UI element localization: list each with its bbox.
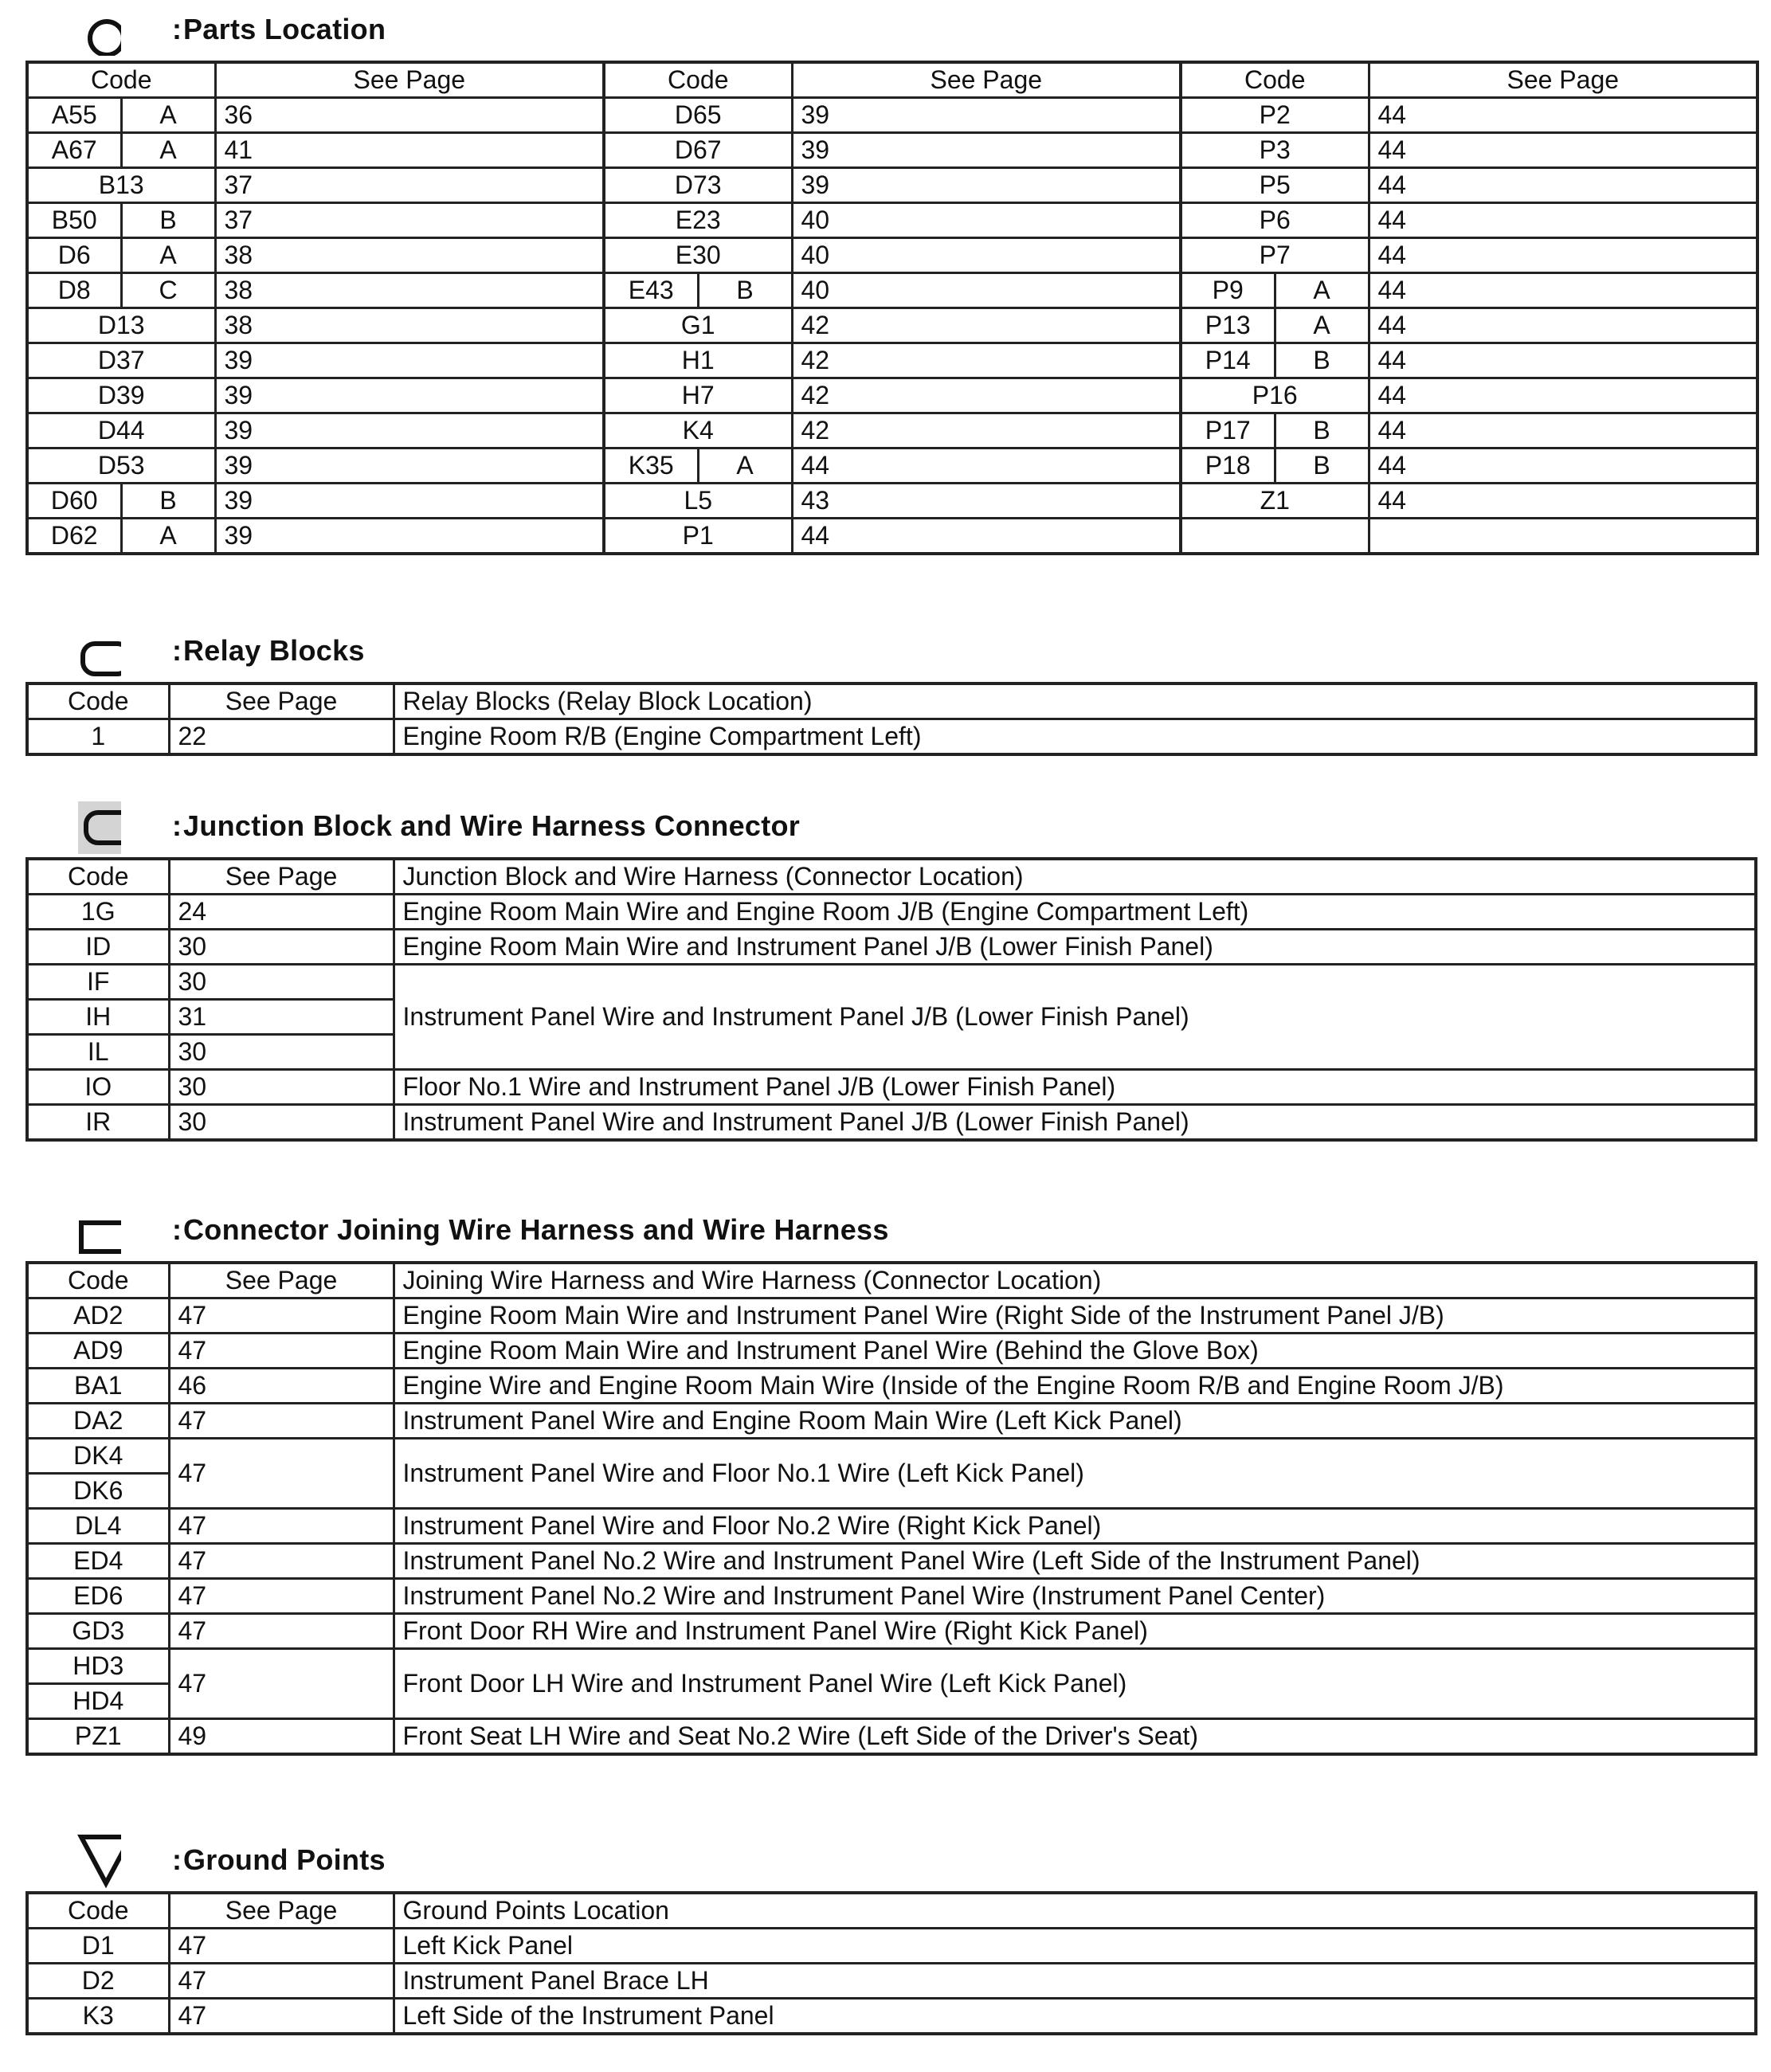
connector-joining-heading — [25, 1204, 1757, 1261]
sub-code-cell: B — [121, 484, 215, 519]
location-cell: Front Door LH Wire and Instrument Panel Wire (Left Kick Panel) — [394, 1649, 1756, 1719]
table-row — [27, 448, 1757, 484]
code-cell: DK4 — [27, 1439, 169, 1474]
see-page-cell: 47 — [169, 1298, 394, 1334]
see-page-cell: 47 — [169, 1544, 394, 1579]
code-cell: H7 — [604, 378, 792, 413]
see-page-cell: 42 — [792, 413, 1181, 448]
see-page-cell: 47 — [169, 1614, 394, 1649]
column-header-see-page: See Page — [1369, 62, 1757, 98]
column-header-see-page: See Page — [169, 859, 394, 895]
table-row — [27, 930, 1756, 965]
heading-colon: : — [172, 809, 182, 842]
code-cell: ED6 — [27, 1579, 169, 1614]
see-page-cell: 44 — [1369, 413, 1757, 448]
junction-block-heading — [25, 800, 1757, 857]
see-page-cell: 40 — [792, 238, 1181, 273]
code-cell: IO — [27, 1070, 169, 1105]
column-header-code: Code — [27, 683, 169, 719]
code-cell: D44 — [27, 413, 215, 448]
code-cell: D37 — [27, 343, 215, 378]
code-cell: H1 — [604, 343, 792, 378]
ground-points-table — [25, 1891, 1757, 2035]
code-cell: B13 — [27, 168, 215, 203]
code-cell: DK6 — [27, 1474, 169, 1509]
location-cell: Engine Room Main Wire and Instrument Panel J/B (Lower Finish Panel) — [394, 930, 1756, 965]
code-cell: IH — [27, 1000, 169, 1035]
column-header-code: Code — [1181, 62, 1369, 98]
location-cell: Engine Room Main Wire and Instrument Panel Wire (Right Side of the Instrument Panel J/B) — [394, 1298, 1756, 1334]
parts-location-section — [25, 3, 1757, 555]
code-cell: HD4 — [27, 1684, 169, 1719]
sub-code-cell: B — [121, 203, 215, 238]
table-row — [27, 378, 1757, 413]
code-cell: D62 — [27, 519, 121, 554]
column-header-see-page: See Page — [215, 62, 604, 98]
see-page-cell: 30 — [169, 1035, 394, 1070]
location-cell: Instrument Panel Wire and Engine Room Main Wire (Left Kick Panel) — [394, 1404, 1756, 1439]
code-cell: P9 — [1181, 273, 1275, 308]
see-page-cell: 31 — [169, 1000, 394, 1035]
table-row — [27, 98, 1757, 133]
column-header-location: Relay Blocks (Relay Block Location) — [394, 683, 1756, 719]
see-page-cell: 22 — [169, 719, 394, 755]
see-page-cell: 46 — [169, 1369, 394, 1404]
see-page-cell: 47 — [169, 1579, 394, 1614]
table-row — [27, 1579, 1756, 1614]
location-cell: Engine Room Main Wire and Instrument Panel Wire (Behind the Glove Box) — [394, 1334, 1756, 1369]
header-row — [27, 859, 1756, 895]
see-page-cell: 44 — [1369, 273, 1757, 308]
see-page-cell: 44 — [1369, 133, 1757, 168]
code-cell: IL — [27, 1035, 169, 1070]
table-row — [27, 1964, 1756, 1999]
code-cell: P1 — [604, 519, 792, 554]
see-page-cell: 24 — [169, 895, 394, 930]
code-cell: D6 — [27, 238, 121, 273]
table-row — [27, 168, 1757, 203]
code-cell: Z1 — [1181, 484, 1369, 519]
section-title: Connector Joining Wire Harness and Wire Harness — [183, 1213, 889, 1246]
rectangle-icon — [49, 1208, 121, 1256]
table-row — [27, 203, 1757, 238]
table-row — [27, 1298, 1756, 1334]
sub-code-cell: A — [698, 448, 792, 484]
location-cell: Instrument Panel No.2 Wire and Instrument Panel Wire (Left Side of the Instrument Panel) — [394, 1544, 1756, 1579]
table-row — [27, 1649, 1756, 1684]
header-row — [27, 62, 1757, 98]
code-cell: K35 — [604, 448, 698, 484]
code-cell: P2 — [1181, 98, 1369, 133]
see-page-cell: 39 — [792, 133, 1181, 168]
table-row — [27, 484, 1757, 519]
see-page-cell: 42 — [792, 343, 1181, 378]
see-page-cell: 42 — [792, 308, 1181, 343]
heading-colon: : — [172, 1843, 182, 1876]
table-row — [27, 719, 1756, 755]
see-page-cell: 47 — [169, 1649, 394, 1719]
see-page-cell: 41 — [215, 133, 604, 168]
column-header-see-page: See Page — [792, 62, 1181, 98]
table-row — [27, 413, 1757, 448]
code-cell: G1 — [604, 308, 792, 343]
see-page-cell: 47 — [169, 1404, 394, 1439]
location-cell: Front Seat LH Wire and Seat No.2 Wire (Left Side of the Driver's Seat) — [394, 1719, 1756, 1755]
sub-code-cell: A — [121, 238, 215, 273]
code-cell: D53 — [27, 448, 215, 484]
code-cell: E23 — [604, 203, 792, 238]
see-page-cell: 30 — [169, 1105, 394, 1141]
code-cell: A55 — [27, 98, 121, 133]
code-cell: GD3 — [27, 1614, 169, 1649]
see-page-cell: 30 — [169, 1070, 394, 1105]
see-page-cell: 40 — [792, 203, 1181, 238]
parts-location-table — [25, 61, 1759, 555]
parts-location-heading — [25, 3, 1757, 61]
heading-colon: : — [172, 13, 182, 45]
see-page-cell: 44 — [1369, 308, 1757, 343]
relay-blocks-table — [25, 682, 1757, 756]
table-row — [27, 1999, 1756, 2035]
see-page-cell: 38 — [215, 238, 604, 273]
table-row — [27, 965, 1756, 1000]
column-header-see-page: See Page — [169, 683, 394, 719]
sub-code-cell: C — [121, 273, 215, 308]
table-row — [27, 1070, 1756, 1105]
header-row — [27, 1893, 1756, 1929]
code-cell: AD9 — [27, 1334, 169, 1369]
code-cell: A67 — [27, 133, 121, 168]
sub-code-cell: B — [1275, 343, 1369, 378]
table-row — [27, 1334, 1756, 1369]
column-header-location: Ground Points Location — [394, 1893, 1756, 1929]
see-page-cell: 36 — [215, 98, 604, 133]
section-title: Parts Location — [183, 13, 386, 45]
code-cell: ED4 — [27, 1544, 169, 1579]
header-row — [27, 1263, 1756, 1298]
table-row — [27, 519, 1757, 554]
see-page-cell: 44 — [1369, 203, 1757, 238]
see-page-cell: 39 — [215, 448, 604, 484]
header-row — [27, 683, 1756, 719]
ground-points-heading — [25, 1834, 1757, 1891]
location-cell: Instrument Panel Wire and Instrument Panel J/B (Lower Finish Panel) — [394, 1105, 1756, 1141]
table-row — [27, 1614, 1756, 1649]
see-page-cell: 47 — [169, 1929, 394, 1964]
see-page-cell: 39 — [792, 168, 1181, 203]
connector-joining-section — [25, 1204, 1757, 1756]
see-page-cell: 38 — [215, 308, 604, 343]
table-row — [27, 308, 1757, 343]
code-cell: E43 — [604, 273, 698, 308]
sub-code-cell: B — [698, 273, 792, 308]
code-cell: P5 — [1181, 168, 1369, 203]
see-page-cell: 39 — [215, 378, 604, 413]
sub-code-cell: A — [1275, 308, 1369, 343]
code-cell: D73 — [604, 168, 792, 203]
down-triangle-icon — [49, 1834, 121, 1890]
location-cell: Instrument Panel Wire and Floor No.2 Wire (Right Kick Panel) — [394, 1509, 1756, 1544]
location-cell: Engine Room Main Wire and Engine Room J/B (Engine Compartment Left) — [394, 895, 1756, 930]
column-header-code: Code — [27, 1893, 169, 1929]
location-cell: Instrument Panel Brace LH — [394, 1964, 1756, 1999]
code-cell: K3 — [27, 1999, 169, 2035]
see-page-cell: 39 — [215, 413, 604, 448]
location-cell: Instrument Panel No.2 Wire and Instrument Panel Wire (Instrument Panel Center) — [394, 1579, 1756, 1614]
see-page-cell: 42 — [792, 378, 1181, 413]
see-page-cell: 47 — [169, 1999, 394, 2035]
code-cell: D65 — [604, 98, 792, 133]
see-page-cell: 44 — [792, 448, 1181, 484]
code-cell: D2 — [27, 1964, 169, 1999]
code-cell: PZ1 — [27, 1719, 169, 1755]
sub-code-cell: B — [1275, 413, 1369, 448]
code-cell: B50 — [27, 203, 121, 238]
sub-code-cell: B — [1275, 448, 1369, 484]
location-cell: Engine Room R/B (Engine Compartment Left) — [394, 719, 1756, 755]
code-cell: P3 — [1181, 133, 1369, 168]
code-cell: P14 — [1181, 343, 1275, 378]
see-page-cell: 47 — [169, 1509, 394, 1544]
see-page-cell: 49 — [169, 1719, 394, 1755]
location-cell: Instrument Panel Wire and Floor No.1 Wire (Left Kick Panel) — [394, 1439, 1756, 1509]
code-cell: P18 — [1181, 448, 1275, 484]
heading-colon: : — [172, 634, 182, 667]
ground-points-section — [25, 1834, 1757, 2035]
junction-block-table — [25, 857, 1757, 1142]
location-cell: Floor No.1 Wire and Instrument Panel J/B (Lower Finish Panel) — [394, 1070, 1756, 1105]
see-page-cell: 30 — [169, 965, 394, 1000]
column-header-location: Joining Wire Harness and Wire Harness (Connector Location) — [394, 1263, 1756, 1298]
table-row — [27, 1404, 1756, 1439]
circle-icon — [49, 8, 121, 56]
see-page-cell: 39 — [215, 484, 604, 519]
junction-block-section — [25, 800, 1757, 1142]
column-header-code: Code — [27, 62, 215, 98]
heading-colon: : — [172, 1213, 182, 1246]
see-page-cell: 44 — [1369, 343, 1757, 378]
code-cell: K4 — [604, 413, 792, 448]
table-row — [27, 1544, 1756, 1579]
location-cell: Left Side of the Instrument Panel — [394, 1999, 1756, 2035]
code-cell: E30 — [604, 238, 792, 273]
table-row — [27, 1509, 1756, 1544]
see-page-cell: 44 — [1369, 378, 1757, 413]
rounded-rect-icon — [49, 629, 121, 677]
table-row — [27, 1439, 1756, 1474]
code-cell: D67 — [604, 133, 792, 168]
code-cell: IF — [27, 965, 169, 1000]
see-page-cell: 39 — [215, 343, 604, 378]
table-row — [27, 1105, 1756, 1141]
see-page-cell: 39 — [215, 519, 604, 554]
table-row — [27, 238, 1757, 273]
table-row — [27, 133, 1757, 168]
see-page-cell: 44 — [1369, 238, 1757, 273]
relay-blocks-section — [25, 625, 1757, 756]
code-cell: D13 — [27, 308, 215, 343]
see-page-cell — [1369, 519, 1757, 554]
code-cell: D1 — [27, 1929, 169, 1964]
code-cell: BA1 — [27, 1369, 169, 1404]
see-page-cell: 40 — [792, 273, 1181, 308]
code-cell: P16 — [1181, 378, 1369, 413]
see-page-cell: 30 — [169, 930, 394, 965]
see-page-cell: 47 — [169, 1964, 394, 1999]
see-page-cell: 44 — [1369, 448, 1757, 484]
column-header-see-page: See Page — [169, 1893, 394, 1929]
code-cell: ID — [27, 930, 169, 965]
code-cell: P7 — [1181, 238, 1369, 273]
relay-blocks-heading — [25, 625, 1757, 682]
see-page-cell: 47 — [169, 1334, 394, 1369]
column-header-code: Code — [27, 1263, 169, 1298]
sub-code-cell: A — [121, 98, 215, 133]
see-page-cell: 44 — [1369, 98, 1757, 133]
code-cell: DL4 — [27, 1509, 169, 1544]
code-cell: IR — [27, 1105, 169, 1141]
code-cell: L5 — [604, 484, 792, 519]
table-row — [27, 1719, 1756, 1755]
code-cell: HD3 — [27, 1649, 169, 1684]
sub-code-cell: A — [121, 133, 215, 168]
table-row — [27, 895, 1756, 930]
see-page-cell: 37 — [215, 168, 604, 203]
code-cell: D60 — [27, 484, 121, 519]
column-header-see-page: See Page — [169, 1263, 394, 1298]
code-cell: 1 — [27, 719, 169, 755]
column-header-code: Code — [604, 62, 792, 98]
see-page-cell: 44 — [1369, 168, 1757, 203]
location-cell: Left Kick Panel — [394, 1929, 1756, 1964]
see-page-cell: 38 — [215, 273, 604, 308]
code-cell: D39 — [27, 378, 215, 413]
see-page-cell: 37 — [215, 203, 604, 238]
section-title: Junction Block and Wire Harness Connector — [183, 809, 801, 842]
code-cell: D8 — [27, 273, 121, 308]
section-title: Ground Points — [183, 1843, 386, 1876]
code-cell: P17 — [1181, 413, 1275, 448]
code-cell: 1G — [27, 895, 169, 930]
column-header-code: Code — [27, 859, 169, 895]
column-header-location: Junction Block and Wire Harness (Connector Location) — [394, 859, 1756, 895]
connector-joining-table — [25, 1261, 1757, 1756]
table-row — [27, 273, 1757, 308]
location-cell: Front Door RH Wire and Instrument Panel Wire (Right Kick Panel) — [394, 1614, 1756, 1649]
code-cell: AD2 — [27, 1298, 169, 1334]
location-cell: Instrument Panel Wire and Instrument Panel J/B (Lower Finish Panel) — [394, 965, 1756, 1070]
table-row — [27, 1929, 1756, 1964]
table-row — [27, 1369, 1756, 1404]
section-title: Relay Blocks — [183, 634, 365, 667]
location-cell: Engine Wire and Engine Room Main Wire (Inside of the Engine Room R/B and Engine Room J/B) — [394, 1369, 1756, 1404]
shaded-rounded-rect-icon — [49, 800, 121, 856]
sub-code-cell: A — [121, 519, 215, 554]
sub-code-cell: A — [1275, 273, 1369, 308]
code-cell: P6 — [1181, 203, 1369, 238]
see-page-cell: 44 — [792, 519, 1181, 554]
see-page-cell: 39 — [792, 98, 1181, 133]
see-page-cell: 47 — [169, 1439, 394, 1509]
table-row — [27, 343, 1757, 378]
code-cell: DA2 — [27, 1404, 169, 1439]
code-cell: P13 — [1181, 308, 1275, 343]
code-cell — [1181, 519, 1369, 554]
see-page-cell: 43 — [792, 484, 1181, 519]
see-page-cell: 44 — [1369, 484, 1757, 519]
